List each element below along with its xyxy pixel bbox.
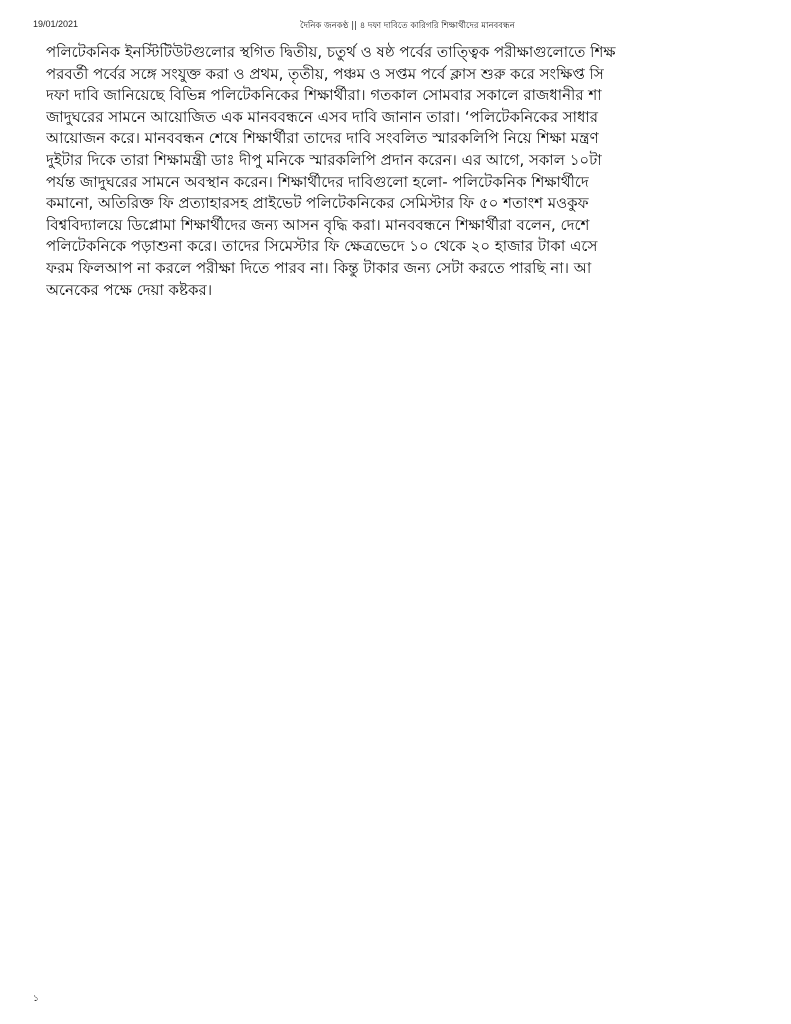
article-line: দুইটার দিকে তারা শিক্ষামন্ত্রী ডাঃ দীপু মনিকে স্মারকলিপি প্রদান করেন। এর আগে, সকাল ১০টা: [46, 150, 602, 169]
header-title: দৈনিক জনকণ্ঠ || ৪ দফা দাবিতে কারিগরি শিক্ষার্থীদের মানববন্ধন: [300, 21, 515, 31]
article-line: পলিটেকনিক ইনস্টিটিউটগুলোর স্থগিত দ্বিতীয়, চতুর্থ ও ষষ্ঠ পর্বের তাত্ত্বিক পরীক্ষাগুলোতে শিক্ষ: [46, 43, 616, 61]
article-line: কমানো, অতিরিক্ত ফি প্রত্যাহারসহ প্রাইভেট পলিটেকনিকের সেমিস্টার ফি ৫০ শতাংশ মওকুফ: [46, 194, 589, 213]
header-date: 19/01/2021: [33, 19, 79, 29]
article-line: দফা দাবি জানিয়েছে বিভিন্ন পলিটেকনিকের শিক্ষার্থীরা। গতকাল সোমবার সকালে রাজধানীর শা: [46, 86, 602, 105]
article-line: জাদুঘরের সামনে আয়োজিত এক মানববন্ধনে এসব দাবি জানান তারা। ‘পলিটেকনিকের সাধার: [46, 107, 598, 126]
article-body: [46, 42, 791, 301]
article-line: অনেকের পক্ষে দেয়া কষ্টকর।: [46, 280, 213, 299]
article-line: পরবর্তী পর্বের সঙ্গে সংযুক্ত করা ও প্রথম, তৃতীয়, পঞ্চম ও সপ্তম পর্বে ক্লাস শুরু করে সংক্ষিপ্ত সি: [46, 64, 604, 83]
article-line: ফরম ফিলআপ না করলে পরীক্ষা দিতে পারব না। কিন্তু টাকার জন্য সেটা করতে পারছি না। আ: [46, 258, 592, 277]
page-number: ১: [33, 994, 39, 1004]
article-line: বিশ্ববিদ্যালয়ে ডিপ্লোমা শিক্ষার্থীদের জন্য আসন বৃদ্ধি করা। মানববন্ধনে শিক্ষার্থীরা বলেন, দেশে: [46, 215, 590, 234]
article-line: আয়োজন করে। মানববন্ধন শেষে শিক্ষার্থীরা তাদের দাবি সংবলিত স্মারকলিপি নিয়ে শিক্ষা মন্ত্রণ: [46, 129, 599, 148]
article-line: পলিটেকনিকে পড়াশুনা করে। তাদের সিমেস্টার ফি ক্ষেত্রভেদে ১০ থেকে ২০ হাজার টাকা এসে: [46, 237, 598, 256]
page-header: [0, 19, 791, 33]
article-line: পর্যন্ত জাদুঘরের সামনে অবস্থান করেন। শিক্ষার্থীদের দাবিগুলো হলো- পলিটেকনিক শিক্ষার্থীদে: [46, 172, 589, 191]
